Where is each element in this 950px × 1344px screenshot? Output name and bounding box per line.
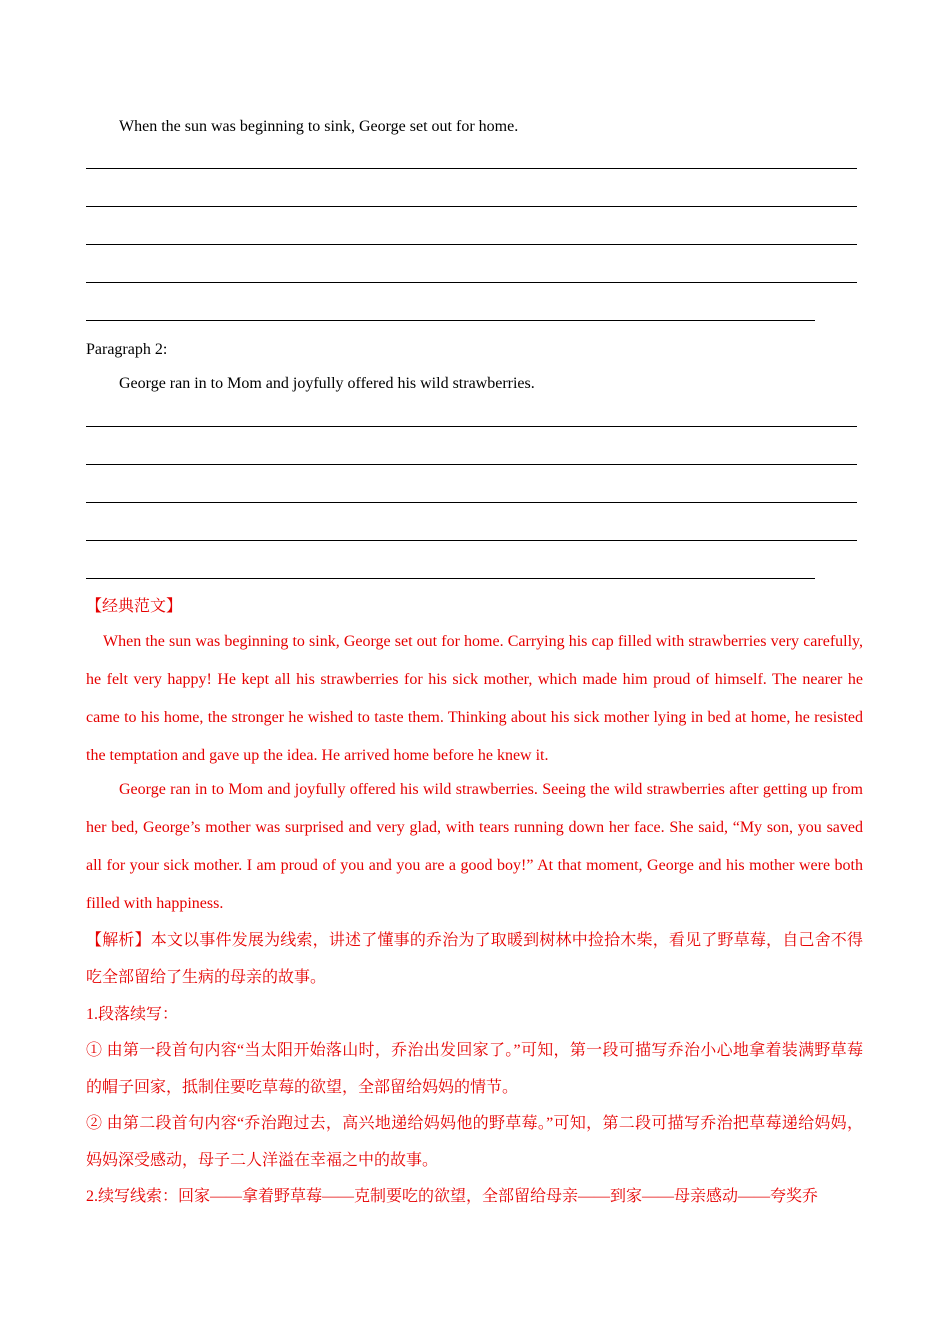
point1-item-a: ① 由第一段首句内容“当太阳开始落山时，乔治出发回家了。”可知，第一段可描写乔治小心地拿着装满野草莓的帽子回家，抵制住要吃草莓的欲望，全部留给妈妈的情节。	[86, 1042, 863, 1096]
writing-line	[86, 502, 857, 503]
point2-text: 2.续写线索：回家——拿着野草莓——克制要吃的欲望，全部留给母亲——到家——母亲感动——夸奖乔	[86, 1188, 819, 1205]
model-essay-paragraph-1: When the sun was beginning to sink, George set out for home. Carrying his cap filled with strawberries very carefully, he felt very happy! He kept all his strawberries for his sick mother, which made him proud of himself. The nearer he came to his home, the stronger he wished to taste them. Thinking about his sick mother lying in bed at home, he resisted the temptation and gave up the idea. He arrived home before he knew it.	[86, 633, 863, 764]
model-essay-heading: 【经典范文】	[86, 598, 183, 615]
paragraph2-label: Paragraph 2:	[86, 341, 168, 358]
writing-line	[86, 206, 857, 207]
point1-item-b: ② 由第二段首句内容“乔治跑过去，高兴地递给妈妈他的野草莓。”可知，第二段可描写乔治把草莓递给妈妈，妈妈深受感动，母子二人洋溢在幸福之中的故事。	[86, 1115, 863, 1169]
writing-line	[86, 426, 857, 427]
writing-line	[86, 540, 857, 541]
paragraph1-prompt: When the sun was beginning to sink, George set out for home.	[119, 118, 519, 135]
writing-line	[86, 464, 857, 465]
writing-line	[86, 244, 857, 245]
analysis-text: 【解析】本文以事件发展为线索，讲述了懂事的乔治为了取暖到树林中捡拾木柴，看见了野草莓，自己舍不得吃全部留给了生病的母亲的故事。	[86, 932, 863, 986]
writing-line	[86, 320, 815, 321]
writing-line	[86, 168, 857, 169]
writing-line	[86, 282, 857, 283]
paragraph2-prompt: George ran in to Mom and joyfully offered his wild strawberries.	[119, 375, 535, 392]
writing-line	[86, 578, 815, 579]
model-essay-paragraph-2: George ran in to Mom and joyfully offered his wild strawberries. Seeing the wild strawberries after getting up from her bed, George’s mother was surprised and very glad, with tears running down her face. She said, “My son, you saved all for your sick mother. I am proud of you and you are a good boy!” At that moment, George and his mother were both filled with happiness.	[86, 781, 863, 912]
point1-title: 1.段落续写：	[86, 1006, 179, 1023]
